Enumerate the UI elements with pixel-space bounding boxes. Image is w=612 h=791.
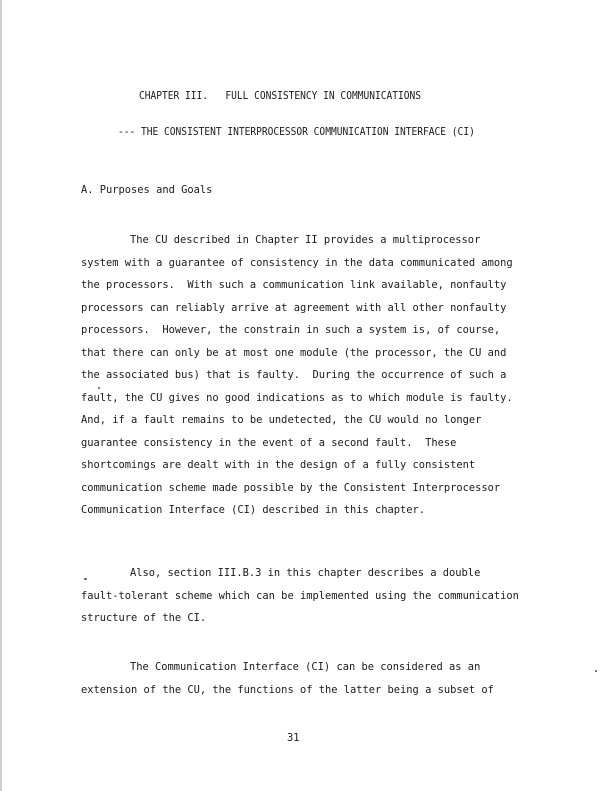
- section-heading: A. Purposes and Goals: [81, 184, 213, 196]
- text-line: structure of the CI.: [81, 612, 207, 624]
- text-line: system with a guarantee of consistency in the data communicated among: [81, 256, 513, 269]
- text-line: the associated bus) that is faulty. During the occurrence of such a: [81, 369, 507, 381]
- paragraph-purposes: [81, 229, 521, 522]
- scan-speck: [98, 387, 100, 389]
- text-line: And, if a fault remains to be undetected, the CU would no longer: [81, 414, 482, 426]
- text-line: that there can only be at most one module (the processor, the CU and: [81, 346, 507, 359]
- text-line: The Communication Interface (CI) can be considered as an: [130, 661, 481, 673]
- text-line: processors. However, the constrain in such a system is, of course,: [81, 324, 501, 336]
- text-line: extension of the CU, the functions of the latter being a subset of: [81, 683, 494, 696]
- text-line: communication scheme made possible by the Consistent Interprocessor: [81, 481, 501, 494]
- page-number: 31: [287, 732, 300, 744]
- text-line: fault, the CU gives no good indications as to which module is faulty.: [81, 391, 513, 404]
- text-line: guarantee consistency in the event of a second fault. These: [81, 436, 457, 449]
- text-line: Communication Interface (CI) described in this chapter.: [81, 504, 426, 516]
- scan-speck: [595, 670, 597, 672]
- text-line: processors can reliably arrive at agreement with all other nonfaulty: [81, 301, 507, 314]
- scan-speck: [84, 578, 87, 580]
- text-line: The CU described in Chapter II provides a multiprocessor: [130, 234, 481, 246]
- text-line: shortcomings are dealt with in the design of a fully consistent: [81, 459, 476, 471]
- paragraph-ci-extension: [81, 656, 521, 701]
- chapter-subtitle: --- THE CONSISTENT INTERPROCESSOR COMMUNICATION INTERFACE (CI): [118, 126, 475, 138]
- scan-edge: [0, 0, 2, 791]
- text-line: the processors. With such a communication link available, nonfaulty: [81, 279, 507, 291]
- chapter-title: CHAPTER III. FULL CONSISTENCY IN COMMUNICATIONS: [139, 90, 422, 102]
- text-line: fault-tolerant scheme which can be implemented using the communication: [81, 589, 519, 602]
- paragraph-double-fault: [81, 562, 521, 630]
- text-line: Also, section III.B.3 in this chapter describes a double: [130, 567, 481, 579]
